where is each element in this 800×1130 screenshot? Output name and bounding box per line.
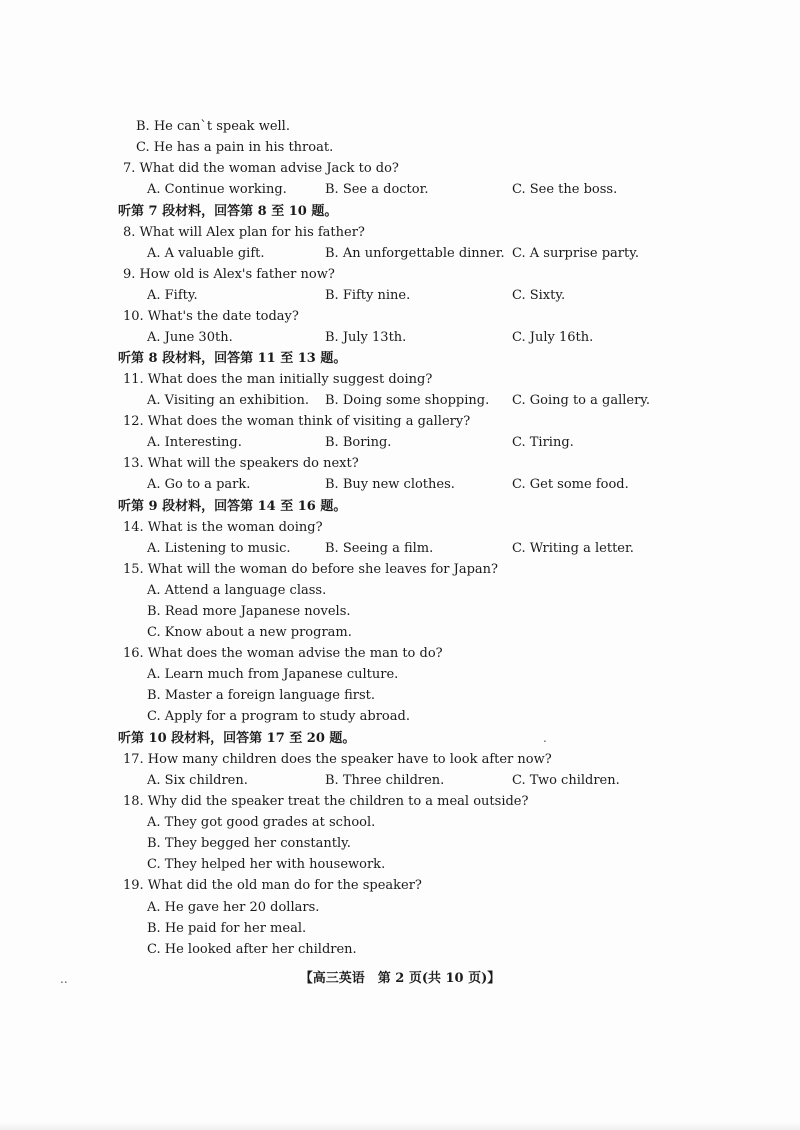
option-b: B. Read more Japanese novels.	[147, 604, 351, 619]
option-line	[0, 601, 800, 622]
option-a: A. Visiting an exhibition.	[147, 393, 310, 408]
option-line	[0, 622, 800, 643]
question-14	[0, 517, 800, 538]
option-line	[0, 137, 800, 158]
question-13	[0, 453, 800, 474]
section-9-title: 听第 9 段材料，回答第 14 至 16 题。	[118, 499, 347, 514]
option-b: B. Buy new clothes.	[325, 477, 455, 492]
scan-speck: .	[543, 731, 547, 745]
option-c: C. Know about a new program.	[147, 625, 352, 640]
option-b: B. They begged her constantly.	[147, 836, 351, 851]
option-a: A. A valuable gift.	[147, 246, 265, 261]
option-b: B. Seeing a film.	[325, 541, 434, 556]
question-text: 13. What will the speakers do next?	[123, 456, 359, 471]
option-c: C. Writing a letter.	[512, 541, 634, 556]
section-7-title: 听第 7 段材料，回答第 8 至 10 题。	[118, 204, 338, 219]
option-b: B. Three children.	[325, 773, 445, 788]
options-10	[0, 327, 800, 348]
option-line	[0, 939, 800, 960]
option-a: A. June 30th.	[147, 330, 233, 345]
option-line	[0, 706, 800, 727]
question-18	[0, 791, 800, 812]
question-text: 10. What's the date today?	[123, 309, 299, 324]
option-a: A. Learn much from Japanese culture.	[147, 667, 399, 682]
option-c: C. They helped her with housework.	[147, 857, 386, 872]
option-a: A. Interesting.	[147, 435, 242, 450]
section-10-title: 听第 10 段材料，回答第 17 至 20 题。	[118, 731, 356, 746]
question-text: 16. What does the woman advise the man to do?	[123, 646, 443, 661]
section-header	[0, 728, 800, 749]
options-17	[0, 770, 800, 791]
option-6b: B. He can`t speak well.	[136, 119, 290, 134]
question-text: 9. How old is Alex's father now?	[123, 267, 335, 282]
option-b: B. Fifty nine.	[325, 288, 411, 303]
option-line	[0, 897, 800, 918]
question-9	[0, 264, 800, 285]
option-a: A. Listening to music.	[147, 541, 291, 556]
option-line	[0, 116, 800, 137]
option-b: B. Boring.	[325, 435, 392, 450]
question-text: 7. What did the woman advise Jack to do?	[123, 161, 399, 176]
option-c: C. July 16th.	[512, 330, 594, 345]
option-c: C. Going to a gallery.	[512, 393, 651, 408]
option-line	[0, 580, 800, 601]
option-c: C. He looked after her children.	[147, 942, 357, 957]
option-line	[0, 854, 800, 875]
option-b: B. He paid for her meal.	[147, 921, 307, 936]
question-text: 19. What did the old man do for the speaker?	[123, 878, 422, 893]
question-text: 8. What will Alex plan for his father?	[123, 225, 365, 240]
page-footer: 【高三英语 第 2 页(共 10 页)】	[299, 971, 501, 986]
options-8	[0, 243, 800, 264]
option-a: A. They got good grades at school.	[147, 815, 376, 830]
option-line	[0, 812, 800, 833]
section-header	[0, 348, 800, 369]
option-c: C. Get some food.	[512, 477, 629, 492]
option-c: C. Tiring.	[512, 435, 574, 450]
option-a: A. Attend a language class.	[147, 583, 327, 598]
question-17	[0, 749, 800, 770]
options-11	[0, 390, 800, 411]
section-header	[0, 201, 800, 222]
option-a: A. Fifty.	[147, 288, 198, 303]
option-b: B. Master a foreign language first.	[147, 688, 376, 703]
option-c: C. Apply for a program to study abroad.	[147, 709, 410, 724]
option-c: C. See the boss.	[512, 182, 618, 197]
option-c: C. A surprise party.	[512, 246, 639, 261]
option-a: A. Go to a park.	[147, 477, 251, 492]
question-text: 14. What is the woman doing?	[123, 520, 323, 535]
options-9	[0, 285, 800, 306]
option-line	[0, 918, 800, 939]
option-b: B. Doing some shopping.	[325, 393, 490, 408]
option-a: A. He gave her 20 dollars.	[147, 900, 320, 915]
scan-edge	[0, 1122, 800, 1130]
question-text: 18. Why did the speaker treat the children to a meal outside?	[123, 794, 529, 809]
question-16	[0, 643, 800, 664]
section-8-title: 听第 8 段材料，回答第 11 至 13 题。	[118, 351, 347, 366]
section-header	[0, 496, 800, 517]
option-6c: C. He has a pain in his throat.	[136, 140, 334, 155]
question-text: 12. What does the woman think of visiting a gallery?	[123, 414, 471, 429]
option-c: C. Sixty.	[512, 288, 566, 303]
options-12	[0, 432, 800, 453]
question-7	[0, 158, 800, 179]
question-8	[0, 222, 800, 243]
question-19	[0, 875, 800, 896]
option-b: B. July 13th.	[325, 330, 407, 345]
question-15	[0, 559, 800, 580]
question-12	[0, 411, 800, 432]
question-text: 11. What does the man initially suggest doing?	[123, 372, 433, 387]
options-7	[0, 179, 800, 200]
option-b: B. An unforgettable dinner.	[325, 246, 505, 261]
option-c: C. Two children.	[512, 773, 620, 788]
options-14	[0, 538, 800, 559]
question-text: 17. How many children does the speaker have to look after now?	[123, 752, 552, 767]
question-text: 15. What will the woman do before she leaves for Japan?	[123, 562, 498, 577]
option-line	[0, 664, 800, 685]
options-13	[0, 474, 800, 495]
option-a: A. Continue working.	[147, 182, 287, 197]
scan-speck: ..	[60, 972, 68, 986]
option-line	[0, 833, 800, 854]
question-11	[0, 369, 800, 390]
option-a: A. Six children.	[147, 773, 248, 788]
question-10	[0, 306, 800, 327]
option-b: B. See a doctor.	[325, 182, 429, 197]
option-line	[0, 685, 800, 706]
